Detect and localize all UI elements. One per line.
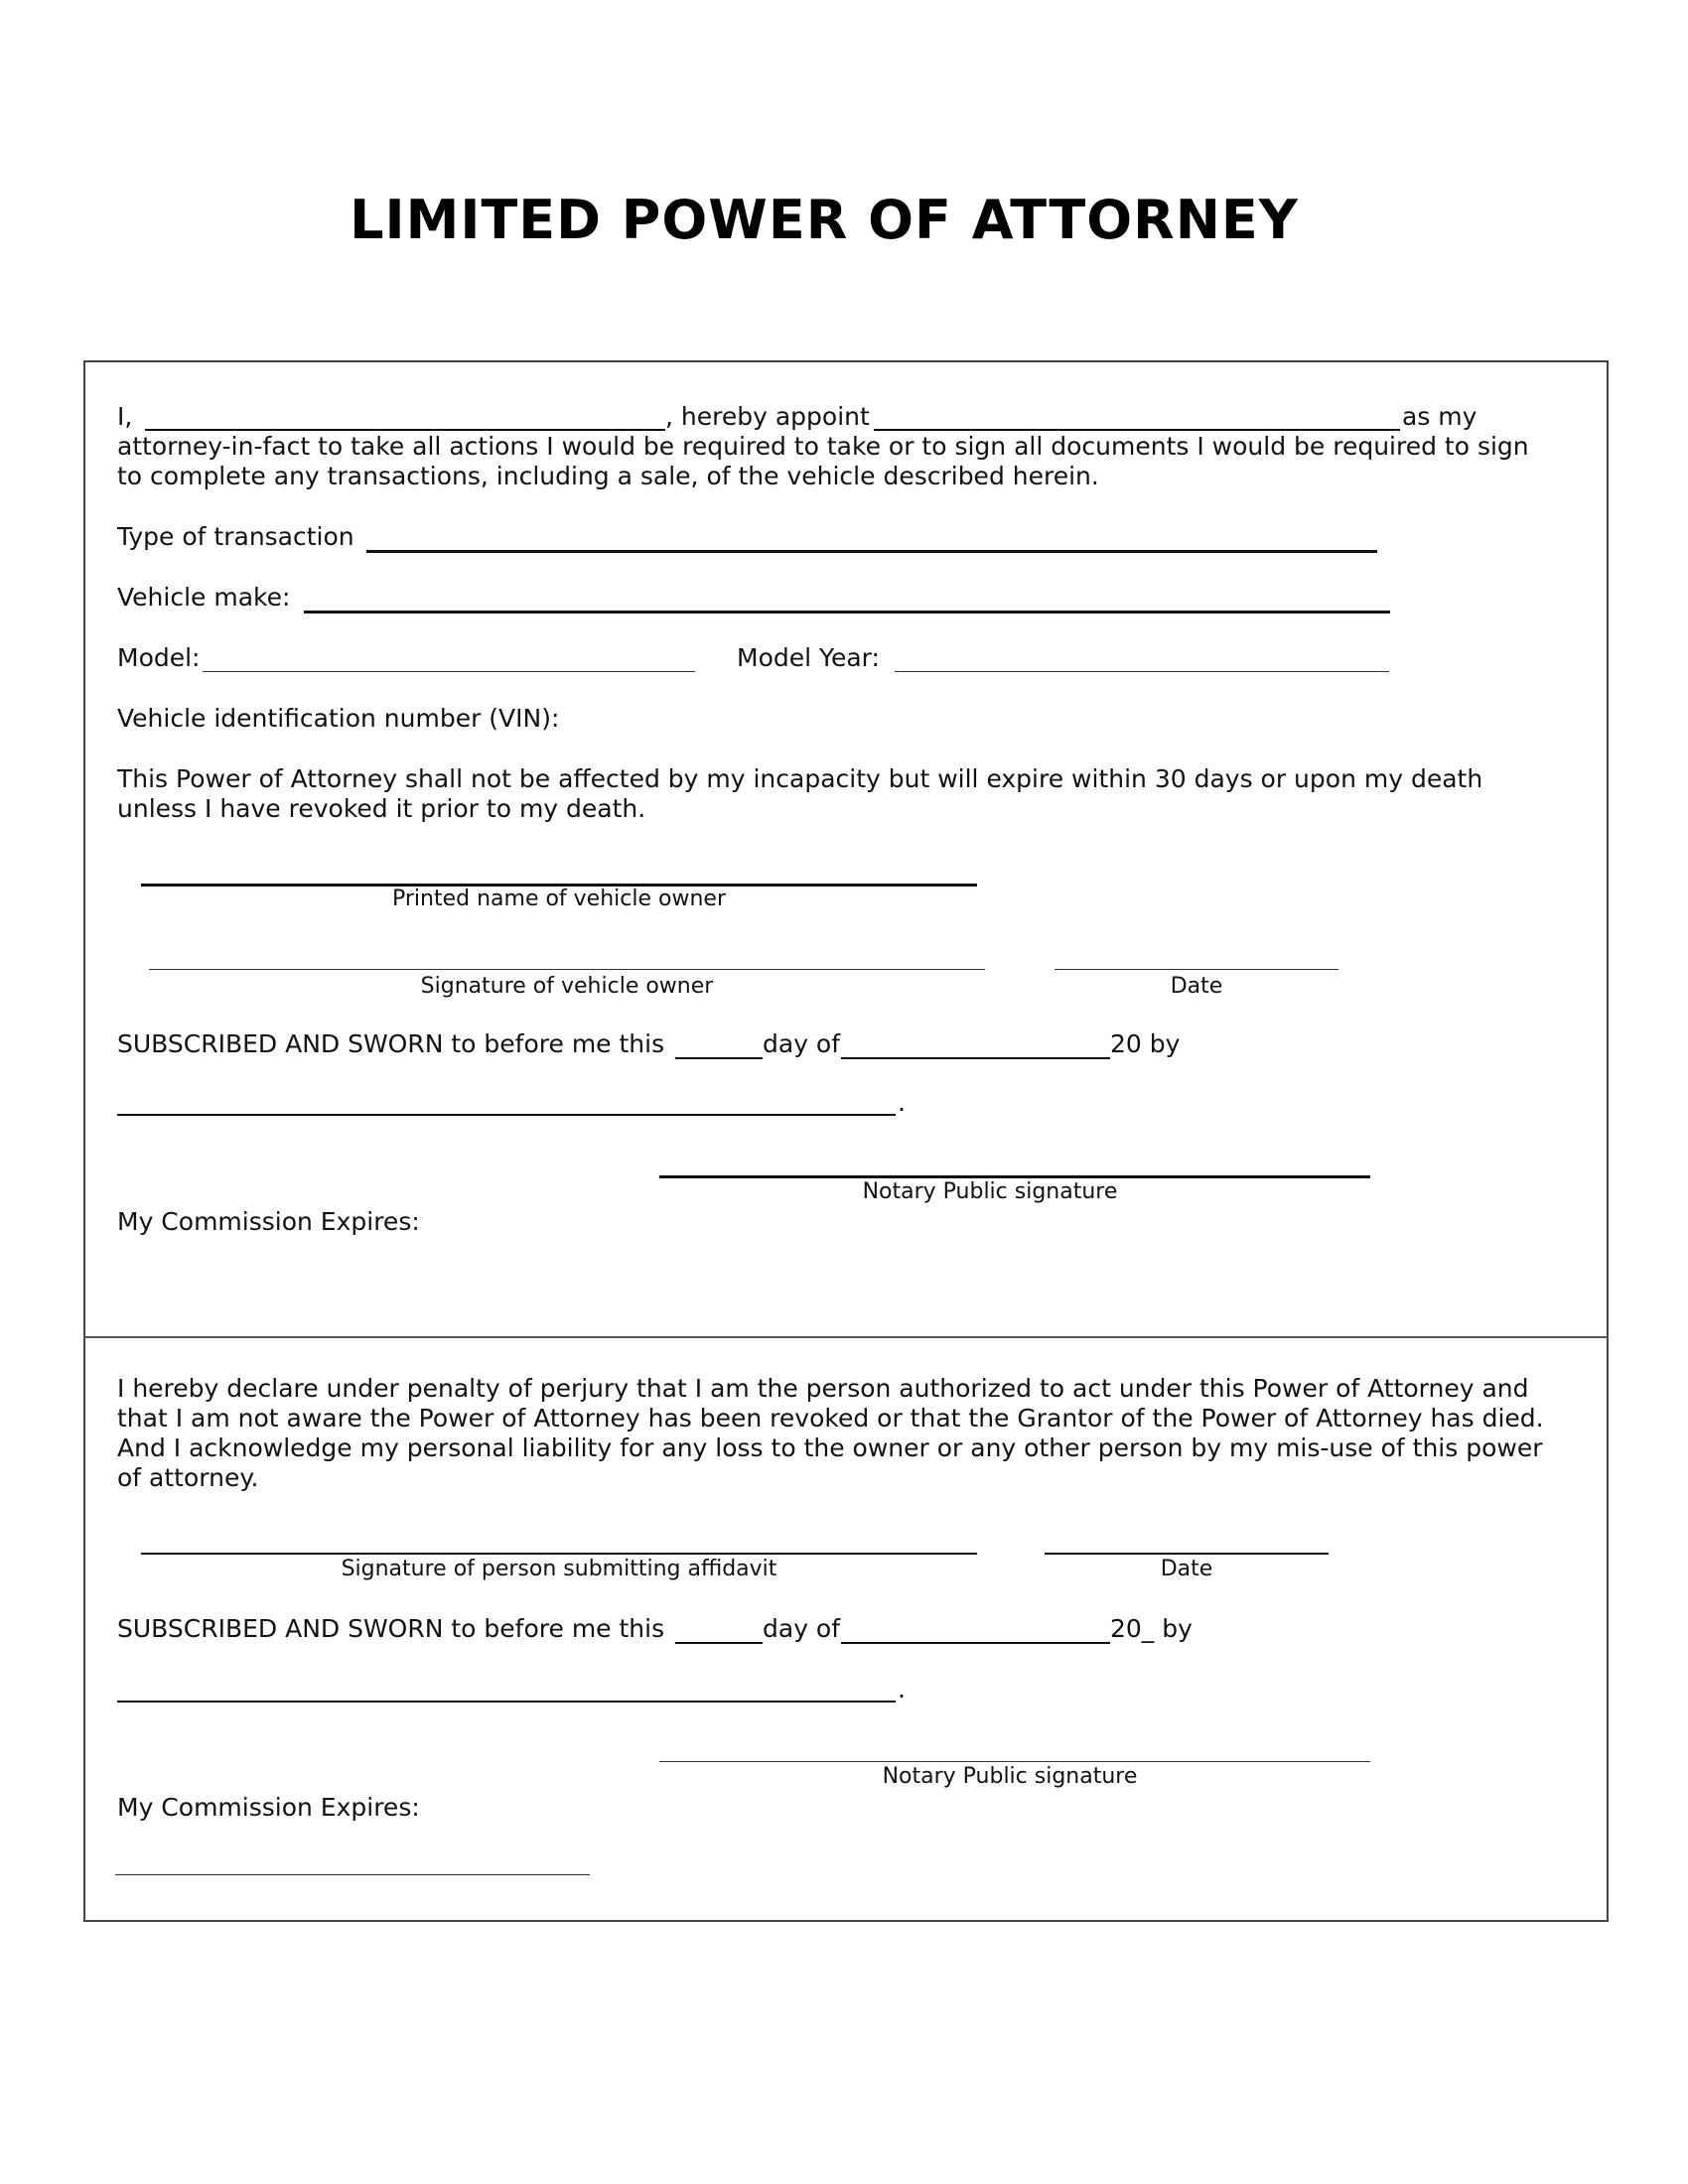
type-of-transaction-field[interactable] [366,550,1377,553]
notary2-commission-field[interactable] [115,1874,590,1875]
model-label: Model: [117,643,201,672]
as-my-text: as my [1402,402,1477,431]
notary2-subscribed-text: SUBSCRIBED AND SWORN to before me this [117,1614,665,1643]
notary2-day-field[interactable] [675,1642,763,1644]
notary2-month-field[interactable] [841,1642,1110,1644]
attorney-in-fact-field[interactable] [874,429,1400,431]
appointment-prefix: I, [117,402,133,431]
type-of-transaction-label: Type of transaction [117,522,354,551]
notary1-year-by-text: 20 by [1110,1029,1181,1058]
vehicle-make-label: Vehicle make: [117,583,291,612]
affidavit-line-3: And I acknowledge my personal liability for any loss to the owner or any other person by my mis-use of this power [117,1433,1543,1462]
affidavit-signature-field[interactable] [141,1553,977,1555]
notary2-name-field[interactable] [117,1701,896,1703]
document-title: LIMITED POWER OF ATTORNEY [350,189,1299,251]
affidavit-line-4: of attorney. [117,1463,259,1492]
model-year-label: Model Year: [737,643,880,672]
notary2-period: . [898,1675,906,1704]
notary1-commission-label: My Commission Expires: [117,1207,420,1236]
notary2-day-of-text: day of [763,1614,841,1643]
notary1-period: . [898,1088,906,1117]
printed-name-caption: Printed name of vehicle owner [391,887,726,911]
affidavit-line-2: that I am not aware the Power of Attorney has been revoked or that the Grantor of the Power of Attorney has died. [117,1404,1544,1433]
section-divider [83,1336,1609,1338]
appointment-line-2: attorney-in-fact to take all actions I would be required to take or to sign all documents I would be required to sign [117,432,1529,461]
affidavit-date-caption: Date [1160,1557,1213,1581]
owner-date-field[interactable] [1055,969,1338,970]
validity-line-2: unless I have revoked it prior to my death. [117,794,646,823]
notary2-signature-caption: Notary Public signature [882,1764,1138,1789]
affidavit-line-1: I hereby declare under penalty of perjury that I am the person authorized to act under this Power of Attorney and [117,1374,1529,1403]
form-frame [83,360,1609,1922]
owner-signature-caption: Signature of vehicle owner [420,974,714,999]
model-field[interactable] [203,671,695,672]
appointment-line-3: to complete any transactions, including a sale, of the vehicle described herein. [117,462,1099,490]
vehicle-make-field[interactable] [304,611,1390,614]
owner-signature-field[interactable] [149,969,985,970]
notary1-subscribed-text: SUBSCRIBED AND SWORN to before me this [117,1029,665,1058]
notary1-day-of-text: day of [763,1029,841,1058]
notary1-day-field[interactable] [675,1057,763,1059]
notary1-signature-field[interactable] [659,1175,1370,1178]
hereby-appoint-text: , hereby appoint [665,402,870,431]
notary2-year-by-text: 20_ by [1110,1614,1193,1643]
grantor-name-field[interactable] [145,429,665,431]
notary1-name-field[interactable] [117,1114,896,1116]
notary2-commission-label: My Commission Expires: [117,1793,420,1822]
model-year-field[interactable] [895,671,1389,672]
affidavit-signature-caption: Signature of person submitting affidavit [341,1557,777,1581]
vin-label: Vehicle identification number (VIN): [117,704,560,733]
notary1-signature-caption: Notary Public signature [862,1179,1118,1204]
validity-line-1: This Power of Attorney shall not be affected by my incapacity but will expire within 30 days or upon my death [117,764,1483,793]
notary1-month-field[interactable] [841,1057,1110,1059]
owner-date-caption: Date [1170,974,1223,999]
notary2-signature-field[interactable] [659,1761,1370,1762]
affidavit-date-field[interactable] [1045,1553,1329,1555]
